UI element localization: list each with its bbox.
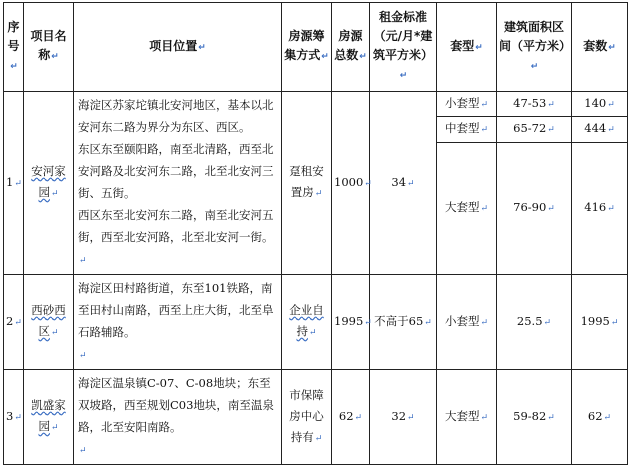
paragraph-mark-icon: ↵ (321, 52, 329, 62)
paragraph-mark-icon: ↵ (79, 256, 87, 266)
project-name: 凯盛家园 (31, 398, 66, 433)
paragraph-mark-icon: ↵ (607, 124, 615, 135)
paragraph-mark-icon: ↵ (359, 52, 367, 62)
header-area: 建筑面积区间（平方米）↵ (497, 3, 572, 92)
cell-area: 59-82↵ (497, 370, 572, 465)
paragraph-mark-icon: ↵ (610, 317, 619, 328)
paragraph-mark-icon: ↵ (407, 178, 415, 189)
cell-location (74, 370, 282, 465)
paragraph-mark-icon: ↵ (10, 61, 18, 72)
cell-count: 416↵ (572, 142, 628, 274)
paragraph-mark-icon: ↵ (407, 412, 415, 423)
cell-count: 62↵ (572, 370, 628, 465)
header-funding: 房源筹集方式↵ (282, 3, 332, 92)
table-row (4, 275, 628, 370)
paragraph-mark-icon: ↵ (198, 42, 206, 53)
cell-no: 3↵ (4, 370, 24, 465)
cell-location (74, 275, 282, 370)
paragraph-mark-icon: ↵ (607, 99, 615, 110)
cell-area: 65-72↵ (497, 117, 572, 142)
location-paragraph: 海淀区田村路街道，东至101铁路，南至田村山南路，西至上庄大街，北至阜石路辅路。 (78, 281, 274, 339)
paragraph-mark-icon: ↵ (603, 412, 612, 423)
paragraph-mark-icon: ↵ (314, 189, 323, 199)
paragraph-mark-icon: ↵ (79, 446, 87, 456)
cell-total: 1000↵ (332, 92, 370, 275)
paragraph-mark-icon: ↵ (308, 328, 317, 338)
paragraph-mark-icon: ↵ (354, 412, 363, 423)
cell-count: 140↵ (572, 92, 628, 117)
project-name: 西砂西区 (31, 303, 66, 338)
paragraph-mark-icon: ↵ (547, 203, 555, 214)
paragraph-mark-icon: ↵ (480, 124, 489, 135)
cell-funding (282, 275, 332, 370)
paragraph-mark-icon: ↵ (51, 52, 59, 62)
paragraph-mark-icon: ↵ (50, 328, 59, 338)
paragraph-mark-icon: ↵ (364, 178, 372, 189)
paragraph-mark-icon: ↵ (14, 178, 22, 189)
paragraph-mark-icon: ↵ (543, 317, 552, 328)
paragraph-mark-icon: ↵ (424, 317, 432, 328)
paragraph-mark-icon: ↵ (608, 42, 616, 53)
cell-type: 中套型↵ (437, 117, 497, 142)
cell-rent: 不高于65↵ (370, 275, 437, 370)
paragraph-mark-icon: ↵ (480, 99, 489, 110)
cell-total: 1995↵ (332, 275, 370, 370)
paragraph-mark-icon: ↵ (480, 203, 489, 214)
housing-table (3, 2, 628, 465)
cell-area: 47-53↵ (497, 92, 572, 117)
header-count: 套数↵ (572, 3, 628, 92)
location-paragraph: 海淀区苏家坨镇北安河地区，基本以北安河东二路为界分为东区、西区。 (78, 98, 274, 134)
cell-count: 1995↵ (572, 275, 628, 370)
table-row (4, 370, 628, 465)
paragraph-mark-icon: ↵ (547, 412, 555, 423)
header-no: 序号↵ (4, 3, 24, 92)
cell-project (24, 370, 74, 465)
cell-area: 25.5↵ (497, 275, 572, 370)
paragraph-mark-icon: ↵ (480, 412, 489, 423)
header-rent: 租金标准（元/月*建筑平方米）↵ (370, 3, 437, 92)
header-type: 套型↵ (437, 3, 497, 92)
cell-rent: 32↵ (370, 370, 437, 465)
location-paragraph: 西区东至北安河东二路，南至北安河五街，西至北安河路，北至北安河一街。 (78, 208, 274, 244)
cell-count: 444↵ (572, 117, 628, 142)
location-paragraph: 海淀区温泉镇C-07、C-08地块；东至双坡路，西至规划C03地块，南至温泉路，北至安阳南路。 (78, 376, 274, 434)
cell-no: 2↵ (4, 275, 24, 370)
cell-type: 大套型↵ (437, 142, 497, 274)
paragraph-mark-icon: ↵ (530, 61, 539, 72)
header-row (4, 3, 628, 92)
cell-type: 大套型↵ (437, 370, 497, 465)
header-total: 房源总数↵ (332, 3, 370, 92)
cell-location (74, 92, 282, 275)
cell-funding: 趸租安置房↵ (282, 92, 332, 275)
location-paragraph: 东区东至颐阳路，南至北清路，西至北安河路及北安河东二路，北至北安河三街、五街。 (78, 142, 274, 200)
paragraph-mark-icon: ↵ (14, 412, 22, 423)
paragraph-mark-icon: ↵ (50, 189, 59, 199)
paragraph-mark-icon: ↵ (14, 317, 22, 328)
paragraph-mark-icon: ↵ (314, 433, 323, 444)
cell-no: 1↵ (4, 92, 24, 275)
paragraph-mark-icon: ↵ (607, 203, 615, 214)
paragraph-mark-icon: ↵ (79, 351, 87, 361)
cell-project (24, 275, 74, 370)
paragraph-mark-icon: ↵ (475, 42, 483, 53)
paragraph-mark-icon: ↵ (547, 124, 555, 135)
cell-rent: 34↵ (370, 92, 437, 275)
cell-type: 小套型↵ (437, 92, 497, 117)
project-name: 安河家园 (31, 164, 66, 199)
cell-funding: 市保障房中心持有↵ (282, 370, 332, 465)
funding-text: 企业自持 (289, 303, 324, 338)
paragraph-mark-icon: ↵ (399, 71, 408, 81)
cell-project (24, 92, 74, 275)
header-project: 项目名称↵ (24, 3, 74, 92)
header-location: 项目位置↵ (74, 3, 282, 92)
paragraph-mark-icon: ↵ (547, 99, 555, 110)
cell-type: 小套型↵ (437, 275, 497, 370)
cell-area: 76-90↵ (497, 142, 572, 274)
paragraph-mark-icon: ↵ (50, 423, 59, 433)
cell-total: 62↵ (332, 370, 370, 465)
paragraph-mark-icon: ↵ (480, 317, 489, 328)
table-row (4, 92, 628, 117)
paragraph-mark-icon: ↵ (364, 317, 372, 328)
